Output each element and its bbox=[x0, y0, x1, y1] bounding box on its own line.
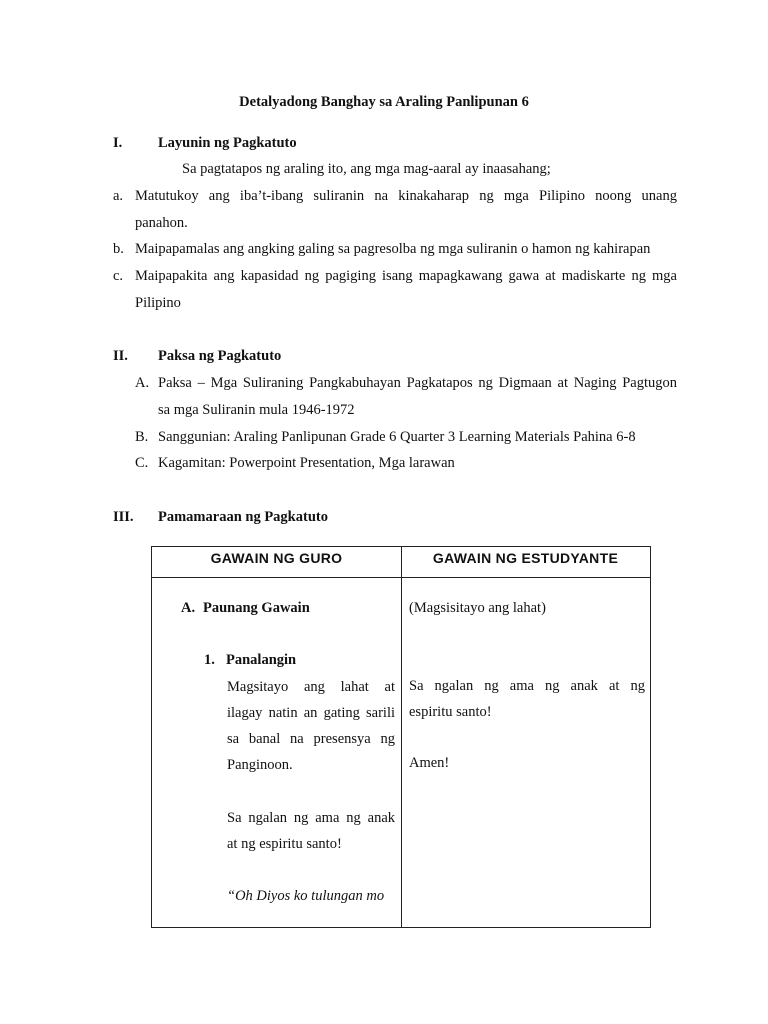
section-1-intro: Sa pagtatapos ng araling ito, ang mga mag-aaral ay inaasahang; bbox=[182, 161, 551, 177]
section-2-heading: Paksa ng Pagkatuto bbox=[158, 348, 282, 364]
sub-1-mark: 1. bbox=[204, 652, 215, 668]
topic-a-line2: sa mga Suliranin mula 1946-1972 bbox=[158, 402, 355, 418]
topic-c-line1: Kagamitan: Powerpoint Presentation, Mga larawan bbox=[158, 455, 455, 471]
objective-c-mark: c. bbox=[113, 268, 124, 284]
topic-b-mark: B. bbox=[135, 429, 149, 445]
table-column-divider bbox=[401, 547, 402, 927]
sign-line-2: at ng espiritu santo! bbox=[227, 836, 342, 852]
header-teacher: GAWAIN NG GURO bbox=[210, 550, 343, 566]
objective-a-line1: Matutukoy ang iba’t-ibang suliranin na kinakaharap ng mga Pilipino noong unang bbox=[135, 188, 677, 204]
sign-line-1: Sa ngalan ng ama ng anak bbox=[227, 810, 395, 826]
objective-a-line2: panahon. bbox=[135, 215, 188, 231]
procedure-table bbox=[151, 546, 651, 928]
objective-b-mark: b. bbox=[113, 241, 124, 257]
section-3-numeral: III. bbox=[113, 509, 134, 525]
topic-a-line1: Paksa – Mga Suliraning Pangkabuhayan Pagkatapos ng Digmaan at Naging Pagtugon bbox=[158, 375, 677, 391]
student-response-stand: (Magsisitayo ang lahat) bbox=[409, 600, 546, 616]
objective-b-line1: Maipapamalas ang angking galing sa pagresolba ng mga suliranin o hamon ng kahirapan bbox=[135, 241, 651, 257]
section-2-numeral: II. bbox=[113, 348, 128, 364]
sub-a-mark: A. bbox=[181, 600, 196, 616]
topic-a-mark: A. bbox=[135, 375, 150, 391]
page-title: Detalyadong Banghay sa Araling Panlipunan 6 bbox=[239, 94, 529, 110]
sub-a-label: Paunang Gawain bbox=[203, 600, 310, 616]
section-1-numeral: I. bbox=[113, 135, 123, 151]
student-sign-line-1: Sa ngalan ng ama ng anak at ng bbox=[409, 678, 645, 694]
objective-a-mark: a. bbox=[113, 188, 124, 204]
student-sign-line-2: espiritu santo! bbox=[409, 704, 492, 720]
prayer-opening: “Oh Diyos ko tulungan mo bbox=[227, 888, 385, 904]
topic-b-line1: Sanggunian: Araling Panlipunan Grade 6 Quarter 3 Learning Materials Pahina 6-8 bbox=[158, 429, 636, 445]
section-1-heading: Layunin ng Pagkatuto bbox=[158, 135, 297, 151]
topic-c-mark: C. bbox=[135, 455, 149, 471]
prayer-line-1: Magsitayo ang lahat at bbox=[227, 679, 395, 695]
prayer-line-2: ilagay natin an gating sarili bbox=[227, 705, 395, 721]
objective-c-line1: Maipapakita ang kapasidad ng pagiging isang mapagkawang gawa at madiskarte ng mga bbox=[135, 268, 677, 284]
prayer-line-4: Panginoon. bbox=[227, 757, 293, 773]
section-3-heading: Pamamaraan ng Pagkatuto bbox=[158, 509, 328, 525]
objective-c-line2: Pilipino bbox=[135, 295, 181, 311]
prayer-line-3: sa banal na presensya ng bbox=[227, 731, 395, 747]
header-student: GAWAIN NG ESTUDYANTE bbox=[432, 550, 619, 566]
sub-1-label: Panalangin bbox=[226, 652, 297, 668]
student-amen: Amen! bbox=[409, 755, 450, 771]
